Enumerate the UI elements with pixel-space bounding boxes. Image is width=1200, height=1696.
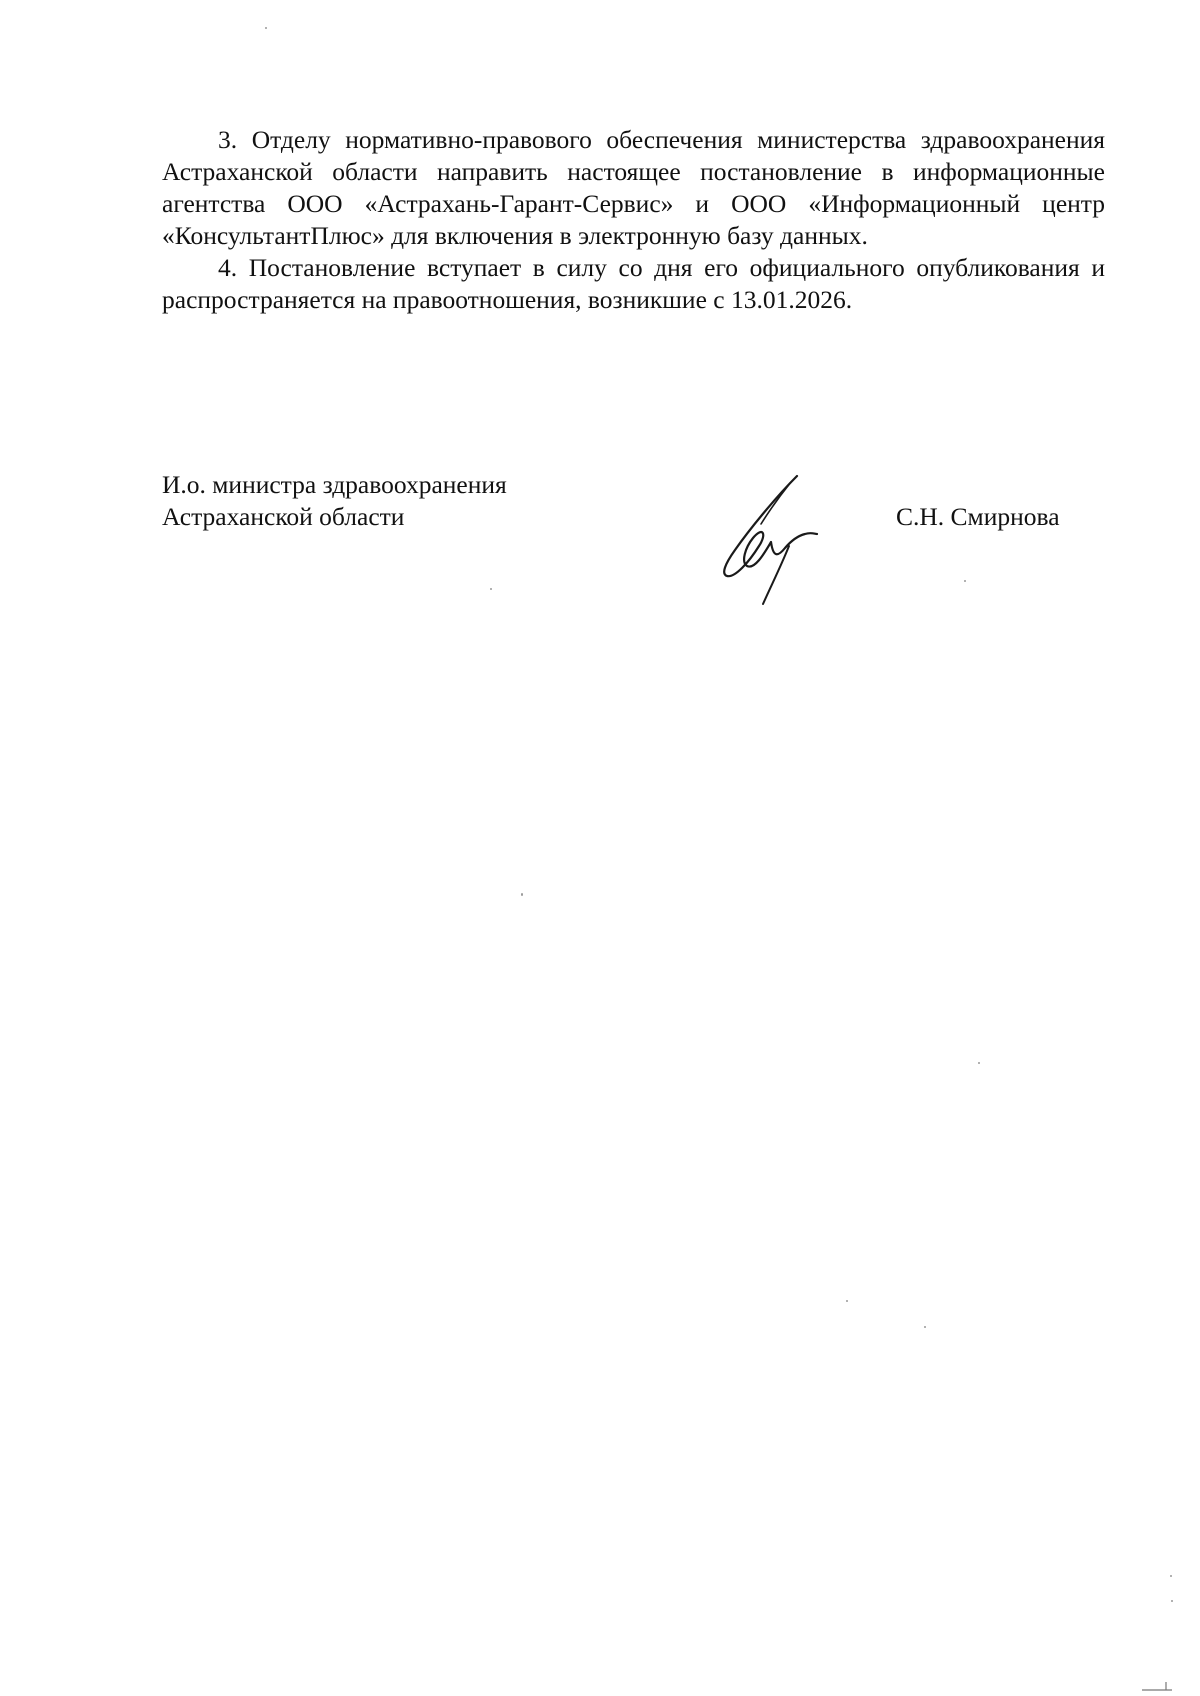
document-body <box>162 124 1105 316</box>
signatory-title-line-2: Астраханской области <box>162 502 405 531</box>
scan-speck <box>846 1300 848 1302</box>
scan-speck <box>265 27 267 29</box>
signature-icon <box>705 468 835 608</box>
scan-speck <box>924 1326 926 1328</box>
scan-speck <box>1171 1600 1173 1602</box>
signatory-title-line-1: И.о. министра здравоохранения <box>162 470 507 499</box>
scan-speck <box>978 1062 980 1064</box>
scan-corner-mark <box>1140 1678 1174 1692</box>
scan-speck <box>521 893 523 896</box>
signatory-title <box>162 469 507 533</box>
scan-speck <box>964 580 966 582</box>
paragraph-3: 3. Отделу нормативно-правового обеспечения министерства здравоохранения Астраханской области направить настоящее постановление в информационные агентства ООО «Астрахань-Гарант-Сервис» и ООО «Информационный центр «КонсультантПлюс» для включения в электронную базу данных. <box>162 125 1105 250</box>
paragraph-4: 4. Постановление вступает в силу со дня его официального опубликования и распространяется на правоотношения, возникшие с 13.01.2026. <box>162 253 1105 314</box>
scan-speck <box>1170 1575 1172 1577</box>
scan-speck <box>490 588 492 590</box>
signatory-name: С.Н. Смирнова <box>896 502 1060 531</box>
